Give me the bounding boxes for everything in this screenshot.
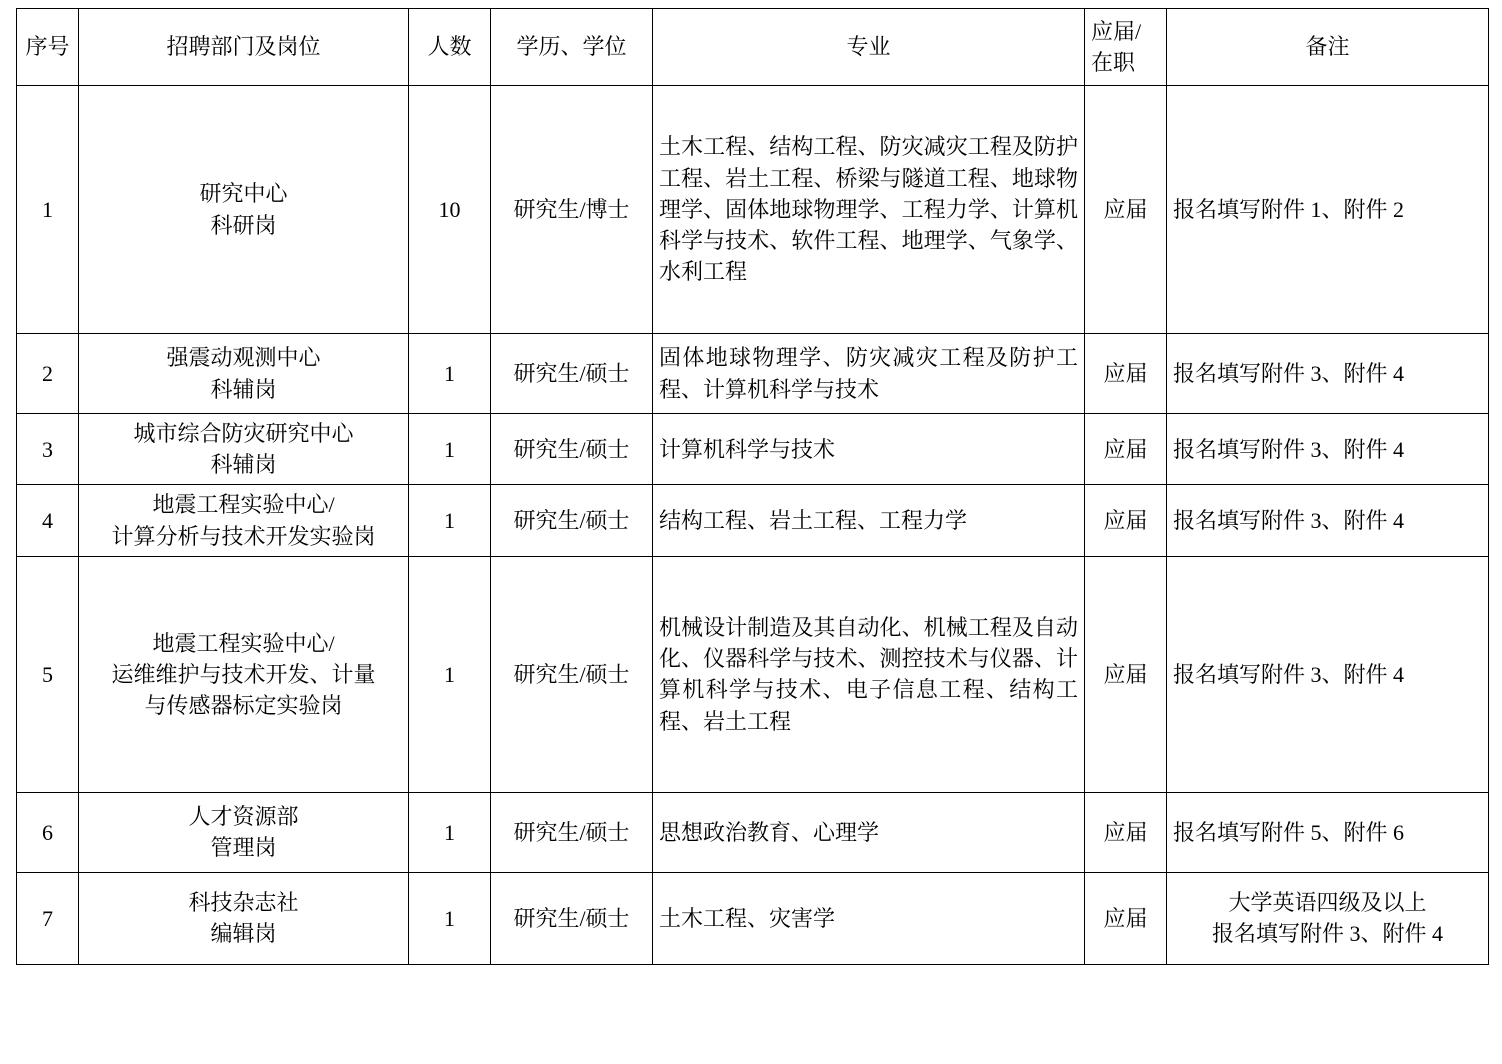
column-header-department: 招聘部门及岗位 <box>79 9 409 86</box>
cell-remark-line2: 报名填写附件 3、附件 4 <box>1211 921 1443 947</box>
document-page <box>0 8 1502 1064</box>
column-header-education: 学历、学位 <box>491 9 653 86</box>
table-header <box>17 9 1489 86</box>
cell-department-line3: 与传感器标定实验岗 <box>144 693 343 719</box>
cell-department <box>79 556 409 792</box>
cell-remark: 报名填写附件 3、附件 4 <box>1167 414 1489 485</box>
cell-major: 结构工程、岩土工程、工程力学 <box>653 485 1085 556</box>
cell-department-line1: 地震工程实验中心/ <box>152 630 335 656</box>
cell-number: 1 <box>409 334 491 414</box>
cell-status: 应届 <box>1085 414 1167 485</box>
cell-department <box>79 334 409 414</box>
table-row <box>17 485 1489 556</box>
cell-department-line2: 科辅岗 <box>210 376 277 402</box>
cell-status: 应届 <box>1085 334 1167 414</box>
table-row <box>17 872 1489 964</box>
cell-number: 1 <box>409 414 491 485</box>
cell-department-line2: 管理岗 <box>210 835 277 861</box>
column-header-number: 人数 <box>409 9 491 86</box>
cell-status: 应届 <box>1085 556 1167 792</box>
cell-number: 10 <box>409 86 491 334</box>
cell-department <box>79 485 409 556</box>
cell-number: 1 <box>409 872 491 964</box>
cell-department-line2: 计算分析与技术开发实验岗 <box>111 523 376 549</box>
column-header-major: 专业 <box>653 9 1085 86</box>
column-header-seq: 序号 <box>17 9 79 86</box>
table-row <box>17 334 1489 414</box>
cell-department-line1: 人才资源部 <box>188 804 299 830</box>
cell-department-line2: 科研岗 <box>210 212 277 238</box>
table-row <box>17 792 1489 872</box>
cell-seq: 2 <box>17 334 79 414</box>
cell-education: 研究生/博士 <box>491 86 653 334</box>
cell-department-line1: 强震动观测中心 <box>166 345 321 371</box>
column-header-status-line2: 在职 <box>1091 50 1136 75</box>
cell-remark: 报名填写附件 3、附件 4 <box>1167 334 1489 414</box>
column-header-status <box>1085 9 1167 86</box>
cell-remark: 报名填写附件 3、附件 4 <box>1167 485 1489 556</box>
cell-remark-line1: 大学英语四级及以上 <box>1228 890 1427 916</box>
recruitment-table <box>16 8 1489 965</box>
cell-department-line1: 地震工程实验中心/ <box>152 492 335 518</box>
cell-education: 研究生/硕士 <box>491 556 653 792</box>
table-body <box>17 86 1489 965</box>
cell-department <box>79 414 409 485</box>
table-header-row <box>17 9 1489 86</box>
cell-education: 研究生/硕士 <box>491 872 653 964</box>
table-row <box>17 86 1489 334</box>
cell-remark <box>1167 872 1489 964</box>
cell-department-line2: 科辅岗 <box>210 452 277 478</box>
cell-major: 土木工程、灾害学 <box>653 872 1085 964</box>
cell-status: 应届 <box>1085 86 1167 334</box>
cell-major: 思想政治教育、心理学 <box>653 792 1085 872</box>
cell-department-line1: 研究中心 <box>199 181 288 207</box>
cell-education: 研究生/硕士 <box>491 792 653 872</box>
cell-department <box>79 872 409 964</box>
cell-status: 应届 <box>1085 485 1167 556</box>
cell-remark: 报名填写附件 5、附件 6 <box>1167 792 1489 872</box>
cell-seq: 6 <box>17 792 79 872</box>
table-row <box>17 414 1489 485</box>
cell-education: 研究生/硕士 <box>491 485 653 556</box>
cell-department <box>79 86 409 334</box>
cell-major: 机械设计制造及其自动化、机械工程及自动化、仪器科学与技术、测控技术与仪器、计算机科学与技术、电子信息工程、结构工程、岩土工程 <box>653 556 1085 792</box>
cell-remark: 报名填写附件 3、附件 4 <box>1167 556 1489 792</box>
cell-department-line2: 编辑岗 <box>210 921 277 947</box>
cell-seq: 4 <box>17 485 79 556</box>
cell-seq: 5 <box>17 556 79 792</box>
cell-seq: 1 <box>17 86 79 334</box>
cell-seq: 3 <box>17 414 79 485</box>
cell-number: 1 <box>409 485 491 556</box>
cell-number: 1 <box>409 792 491 872</box>
cell-education: 研究生/硕士 <box>491 334 653 414</box>
column-header-status-line1: 应届/ <box>1091 18 1142 44</box>
cell-number: 1 <box>409 556 491 792</box>
cell-major: 计算机科学与技术 <box>653 414 1085 485</box>
cell-major: 固体地球物理学、防灾减灾工程及防护工程、计算机科学与技术 <box>653 334 1085 414</box>
cell-department-line1: 城市综合防灾研究中心 <box>133 421 354 446</box>
cell-status: 应届 <box>1085 792 1167 872</box>
cell-education: 研究生/硕士 <box>491 414 653 485</box>
cell-status: 应届 <box>1085 872 1167 964</box>
cell-seq: 7 <box>17 872 79 964</box>
cell-remark: 报名填写附件 1、附件 2 <box>1167 86 1489 334</box>
column-header-remark: 备注 <box>1167 9 1489 86</box>
table-row <box>17 556 1489 792</box>
cell-department <box>79 792 409 872</box>
cell-department-line1: 科技杂志社 <box>188 890 299 916</box>
cell-department-line2: 运维维护与技术开发、计量 <box>111 661 376 687</box>
cell-major: 土木工程、结构工程、防灾减灾工程及防护工程、岩土工程、桥梁与隧道工程、地球物理学、固体地球物理学、工程力学、计算机科学与技术、软件工程、地理学、气象学、水利工程 <box>653 86 1085 334</box>
